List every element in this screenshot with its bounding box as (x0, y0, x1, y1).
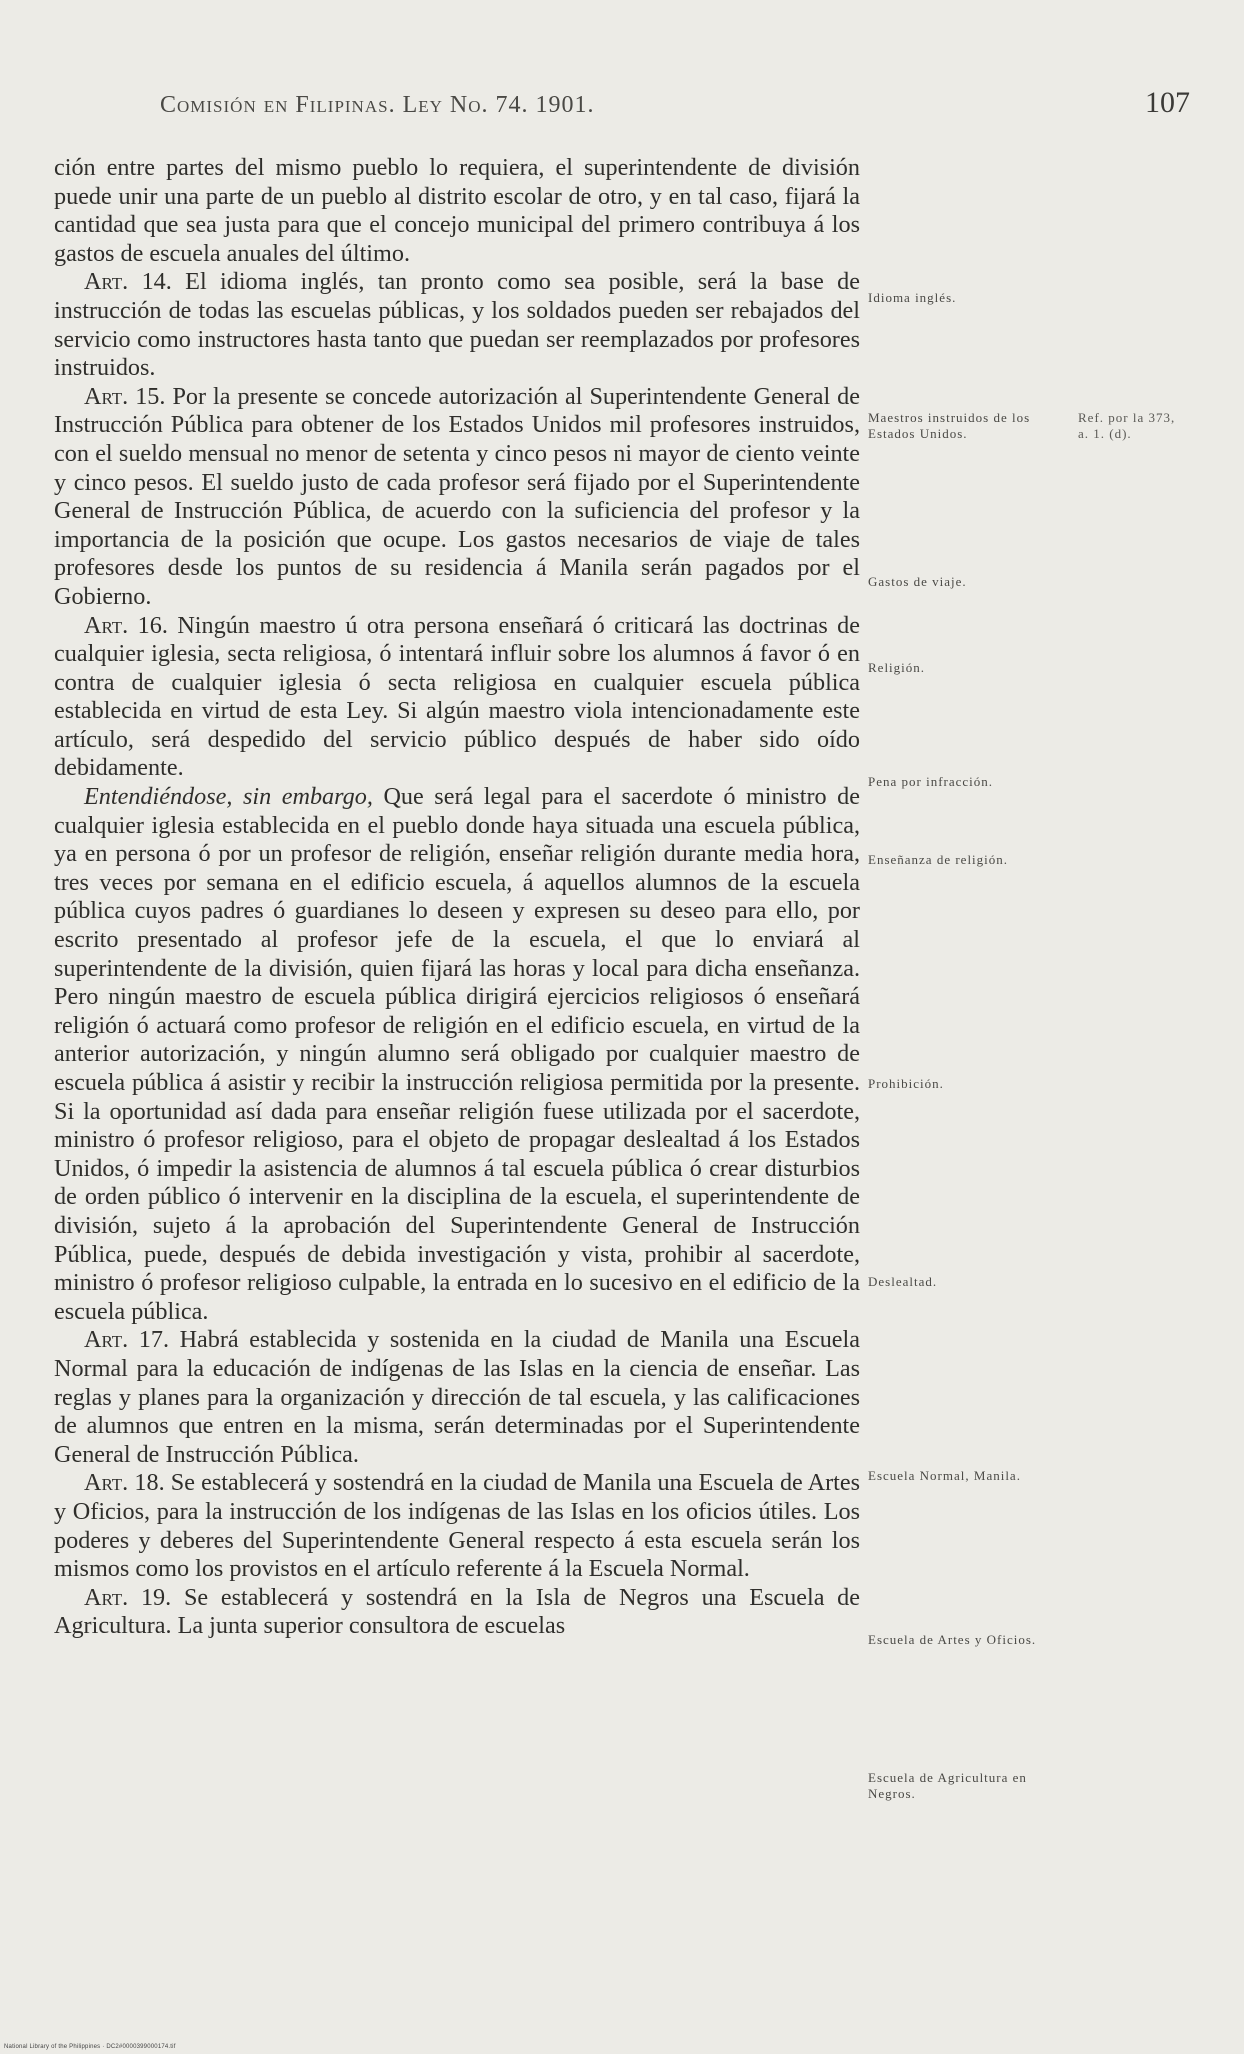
running-head: Comisión en Filipinas. Ley No. 74. 1901. (160, 92, 595, 118)
margin-note: Idioma inglés. (868, 290, 957, 305)
paragraph-article-15 (54, 383, 860, 612)
paragraph-text: Habrá establecida y sostenida en la ciudad de Manila una Escuela Normal para la educación de indígenas de las Islas en la ciencia de enseñar. Las reglas y planes para la organización y dirección de tal escuela, y las calificaciones de alumnos que entren en la misma, serán determinadas por el Superintendente General de Instrucción Pública. (54, 1326, 860, 1468)
margin-note: Maestros instruidos de los Estados Unidos. (868, 410, 1031, 441)
margin-notes (868, 0, 1208, 2054)
margin-note: Gastos de viaje. (868, 574, 967, 589)
paragraph-article-17 (54, 1326, 860, 1469)
article-label: Art. 18. (84, 1469, 165, 1497)
margin-note: Deslealtad. (868, 1274, 938, 1289)
margin-note: Religión. (868, 660, 926, 675)
paragraph-text: ción entre partes del mismo pueblo lo requiera, el superintendente de división puede unir una parte de un pueblo al distrito escolar de otro, y en tal caso, fijará la cantidad que sea justa para que el concejo municipal del primero contribuya á los gastos de escuela anuales del último. (54, 154, 860, 267)
paragraph-article-19 (54, 1584, 860, 1641)
article-label: Art. 17. (84, 1326, 170, 1354)
article-label: Art. 15. (84, 382, 166, 410)
paragraph-text: El idioma inglés, tan pronto como sea posible, será la base de instrucción de todas las escuelas públicas, y los soldados pueden ser rebajados del servicio como instructores hasta tanto que puedan ser reemplazados por profesores instruidos. (54, 268, 860, 382)
article-label: Art. 19. (84, 1583, 172, 1611)
paragraph-article-18 (54, 1469, 860, 1583)
paragraph-text: Por la presente se concede autorización al Superintendente General de Instrucción Pública para obtener de los Estados Unidos mil profesores instruidos, con el sueldo mensual no menor de setenta y cinco pesos ni mayor de ciento veinte y cinco pesos. El sueldo justo de cada profesor será fijado por el Superintendente General de Instrucción Pública, de acuerdo con la suficiencia del profesor y la importancia de la posición que ocupe. Los gastos necesarios de viaje de tales profesores desde los puntos de su residencia á Manila serán pagados por el Gobierno. (54, 382, 860, 610)
margin-note: Enseñanza de religión. (868, 852, 1009, 867)
article-label: Art. 16. (84, 611, 168, 639)
margin-note: Pena por infracción. (868, 774, 994, 789)
body-text (54, 154, 860, 1641)
paragraph-text: Ningún maestro ú otra persona enseñará ó criticará las doctrinas de cualquier iglesia, secta religiosa, ó intentará influir sobre los alumnos á favor ó en contra de cualquier iglesia ó secta religiosa en cualquier escuela pública establecida en virtud de esta Ley. Si algún maestro viola intencionadamente este artículo, será despedido del servicio público después de haber sido oído debidamente. (54, 611, 860, 782)
margin-note: Prohibición. (868, 1076, 944, 1091)
proviso-label: Entendiéndose, sin embargo, (84, 783, 373, 811)
paragraph-article-14 (54, 268, 860, 382)
paragraph-article-16 (54, 612, 860, 784)
paragraph-proviso (54, 783, 860, 1326)
scan-footer: National Library of the Philippines · DC2#0000399000174.tif (4, 2044, 176, 2050)
page-number: 107 (1145, 86, 1190, 119)
paragraph-continuation (54, 154, 860, 268)
paragraph-text: Se establecerá y sostendrá en la ciudad de Manila una Escuela de Artes y Oficios, para la instrucción de los indígenas de las Islas en los oficios útiles. Los poderes y deberes del Superintendente General respecto á esta escuela serán los mismos como los provistos en el artículo referente á la Escuela Normal. (54, 1469, 860, 1583)
margin-note: Escuela de Agricultura en Negros. (868, 1770, 1027, 1801)
margin-note: Escuela de Artes y Oficios. (868, 1632, 1037, 1647)
margin-reference: Ref. por la 373, a. 1. (d). (1078, 410, 1176, 441)
margin-note: Escuela Normal, Manila. (868, 1468, 1021, 1483)
paragraph-text: Se establecerá y sostendrá en la Isla de Negros una Escuela de Agricultura. La junta superior consultora de escuelas (54, 1583, 861, 1640)
article-label: Art. 14. (84, 268, 172, 296)
paragraph-text: Que será legal para el sacerdote ó ministro de cualquier iglesia establecida en el pueblo donde haya situada una escuela pública, ya en persona ó por un profesor de religión, enseñar religión durante media hora, tres veces por semana en el edificio escuela, á aquellos alumnos de la escuela pública cuyos padres ó guardianes lo deseen y expresen su deseo para ello, por escrito presentado al profesor jefe de la escuela, el que lo enviará al superintendente de la división, quien fijará las horas y local para dicha enseñanza. Pero ningún maestro de escuela pública dirigirá ejercicios religiosos ó enseñará religión ó actuará como profesor de religión en el edificio escuela, en virtud de la anterior autorización, y ningún alumno será obligado por cualquier maestro de escuela pública á asistir y recibir la instrucción religiosa permitida por la presente. Si la oportunidad así dada para enseñar religión fuese utilizada por el sacerdote, ministro ó profesor religioso, para el objeto de propagar deslealtad á los Estados Unidos, ó impedir la asistencia de alumnos á tal escuela pública ó crear disturbios de orden público ó intervenir en la disciplina de la escuela, el superintendente de división, sujeto á la aprobación del Superintendente General de Instrucción Pública, puede, después de debida investigación y vista, prohibir al sacerdote, ministro ó profesor religioso culpable, la entrada en lo sucesivo en el edificio de la escuela pública. (54, 783, 861, 1325)
